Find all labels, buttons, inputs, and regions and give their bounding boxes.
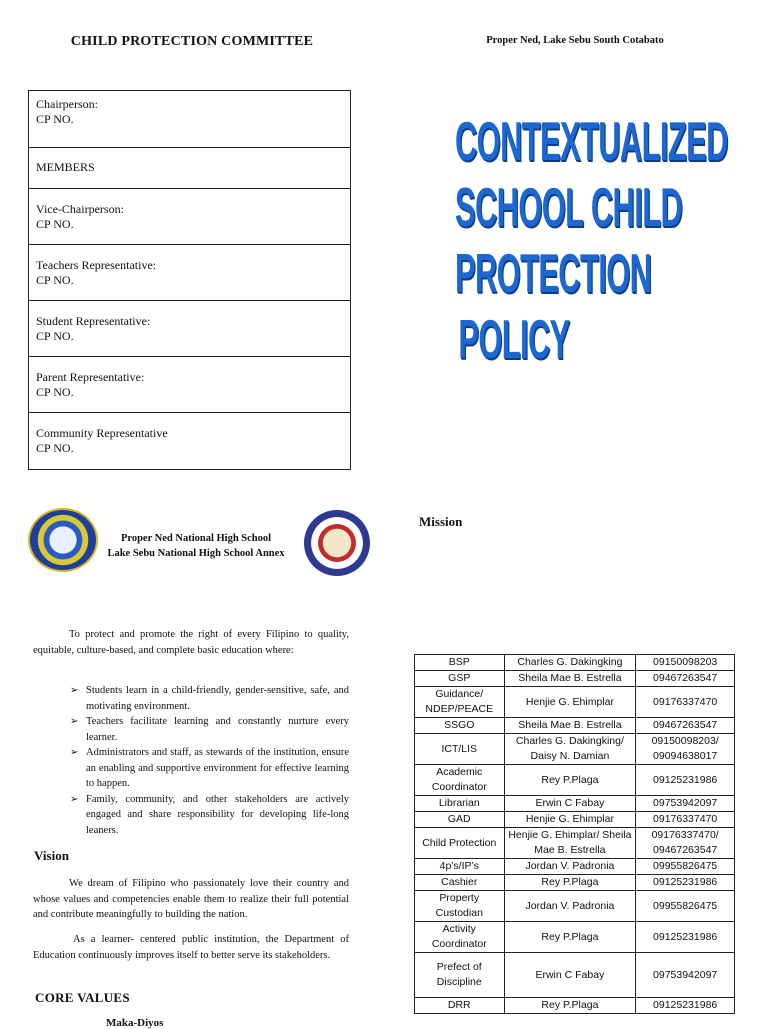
committee-table [28,90,351,470]
mission-item-text: Administrators and staff, as stewards of the institution, ensure an enabling and supportive environment for effective learning to happen. [86,747,349,789]
assignment-name: Jordan V. Padronia [504,891,636,922]
assignment-name: Charles G. Dakingking [504,655,636,671]
table-row [415,922,735,953]
arrow-bullet-icon: ➢ [70,716,79,727]
school-address: Proper Ned, Lake Sebu South Cotabato [486,35,664,46]
list-item [70,792,349,839]
assignment-role: Guidance/ NDEP/PEACE [415,687,505,718]
table-row [415,687,735,718]
assignment-name: Rey P.Plaga [504,998,636,1014]
committee-row-community-rep [29,413,350,469]
assignment-role: Prefect of Discipline [415,953,505,998]
assignment-contact: 09955826475 [636,859,735,875]
deped-seal-icon [304,510,370,576]
policy-title-line: POLICY [458,308,570,370]
assignment-role: SSGO [415,718,505,734]
assignment-name: Erwin C Fabay [504,953,636,998]
committee-row-cp-no: CP NO. [36,273,74,287]
committee-row-label: Vice-Chairperson: [36,202,124,216]
list-item [70,714,349,745]
assignment-contact: 09176337470 [636,812,735,828]
school-name-line: Proper Ned National High School [120,533,272,544]
mission-list [70,683,349,838]
table-row [415,734,735,765]
assignment-name: Rey P.Plaga [504,765,636,796]
mission-heading: Mission [419,514,463,529]
assignment-contact: 09125231986 [636,765,735,796]
committee-row-student-rep [29,301,350,357]
assignment-contact: 09125231986 [636,875,735,891]
table-row [415,765,735,796]
assignment-role: BSP [415,655,505,671]
arrow-bullet-icon: ➢ [70,793,79,805]
assignment-name: Jordan V. Padronia [504,859,636,875]
committee-row-parent-rep [29,357,350,413]
assignment-role: GSP [415,671,505,687]
table-row [415,953,735,998]
committee-row-label: Student Representative: [36,314,151,328]
school-seal-icon [28,508,98,572]
assignment-name: Henjie G. Ehimplar [504,687,636,718]
assignment-name: Sheila Mae B. Estrella [504,718,636,734]
assignment-role: ICT/LIS [415,734,505,765]
arrow-bullet-icon: ➢ [70,747,79,758]
policy-title-line: CONTEXTUALIZED [455,110,728,172]
assignment-name: Henjie G. Ehimplar [504,812,636,828]
committee-row-vice-chairperson [29,189,350,245]
policy-title [455,108,755,372]
committee-row-teachers-rep [29,245,350,301]
assignment-contact: 09753942097 [636,796,735,812]
assignment-role: Child Protection [415,828,505,859]
table-row [415,812,735,828]
mission-item-text: Students learn in a child-friendly, gender-sensitive, safe, and motivating environment. [86,685,349,712]
assignment-contact: 09150098203/ 09094638017 [636,734,735,765]
table-row [415,891,735,922]
assignment-role: Activity Coordinator [415,922,505,953]
committee-row-label: Community Representative [36,426,168,440]
assignment-name: Charles G. Dakingking/ Daisy N. Damian [504,734,636,765]
table-row [415,671,735,687]
assignment-contact: 09176337470 [636,687,735,718]
table-row [415,718,735,734]
school-annex-line: Lake Sebu National High School Annex [107,548,285,559]
core-value-item: Maka-Diyos [106,1017,164,1029]
assignment-contact: 09467263547 [636,718,735,734]
mission-item-text: Teachers facilitate learning and constantly nurture every learner. [86,716,349,743]
committee-title: CHILD PROTECTION COMMITTEE [70,34,314,49]
committee-row-cp-no: CP NO. [36,112,74,126]
table-row [415,828,735,859]
committee-row-members [29,148,350,189]
vision-heading: Vision [34,848,69,863]
vision-text-2: As a learner- centered public institution, the Department of Education continuously improves itself to better serve its stakeholders. [33,934,349,961]
vision-text: We dream of Filipino who passionately love their country and whose values and competencies enable them to realize their full potential and contribute meaningfully to building the nation. [33,878,349,920]
committee-row-cp-no: CP NO. [36,217,74,231]
assignment-name: Rey P.Plaga [504,922,636,953]
assignment-contact: 09150098203 [636,655,735,671]
committee-row-cp-no: CP NO. [36,329,74,343]
assignment-role: GAD [415,812,505,828]
core-values-heading: CORE VALUES [35,990,130,1005]
assignment-contact: 09176337470/ 09467263547 [636,828,735,859]
assignment-role: Academic Coordinator [415,765,505,796]
table-row [415,998,735,1014]
assignment-role: Cashier [415,875,505,891]
list-item [70,683,349,714]
table-row [415,875,735,891]
mission-intro: To protect and promote the right of every Filipino to quality, equitable, culture-based, and complete basic education where: [33,629,349,656]
assignment-name: Sheila Mae B. Estrella [504,671,636,687]
assignment-role: DRR [415,998,505,1014]
assignment-role: Librarian [415,796,505,812]
committee-row-label: Teachers Representative: [36,258,157,272]
arrow-bullet-icon: ➢ [70,685,79,696]
assignment-contact: 09753942097 [636,953,735,998]
committee-row-cp-no: CP NO. [36,385,74,399]
policy-title-line: PROTECTION [455,242,652,304]
table-row [415,655,735,671]
assignment-table [414,654,735,1014]
assignment-contact: 09467263547 [636,671,735,687]
assignment-contact: 09125231986 [636,922,735,953]
committee-row-cp-no: CP NO. [36,441,74,455]
assignment-name: Rey P.Plaga [504,875,636,891]
table-row [415,796,735,812]
assignment-table-body [415,655,735,1014]
school-name [96,531,296,561]
assignment-name: Henjie G. Ehimplar/ Sheila Mae B. Estrella [504,828,636,859]
policy-title-line: SCHOOL CHILD [455,176,683,238]
committee-row-label: Chairperson: [36,97,98,111]
committee-row-label: Parent Representative: [36,370,145,384]
assignment-contact: 09125231986 [636,998,735,1014]
assignment-role: 4p’s/IP’s [415,859,505,875]
assignment-role: Property Custodian [415,891,505,922]
committee-row-label: MEMBERS [36,160,95,174]
mission-item-text: Family, community, and other stakeholders are actively engaged and share responsibility for developing life-long leaners. [86,793,349,836]
committee-row-chairperson [29,91,350,148]
assignment-contact: 09955826475 [636,891,735,922]
assignment-name: Erwin C Fabay [504,796,636,812]
school-header [26,508,376,584]
list-item [70,745,349,792]
table-row [415,859,735,875]
